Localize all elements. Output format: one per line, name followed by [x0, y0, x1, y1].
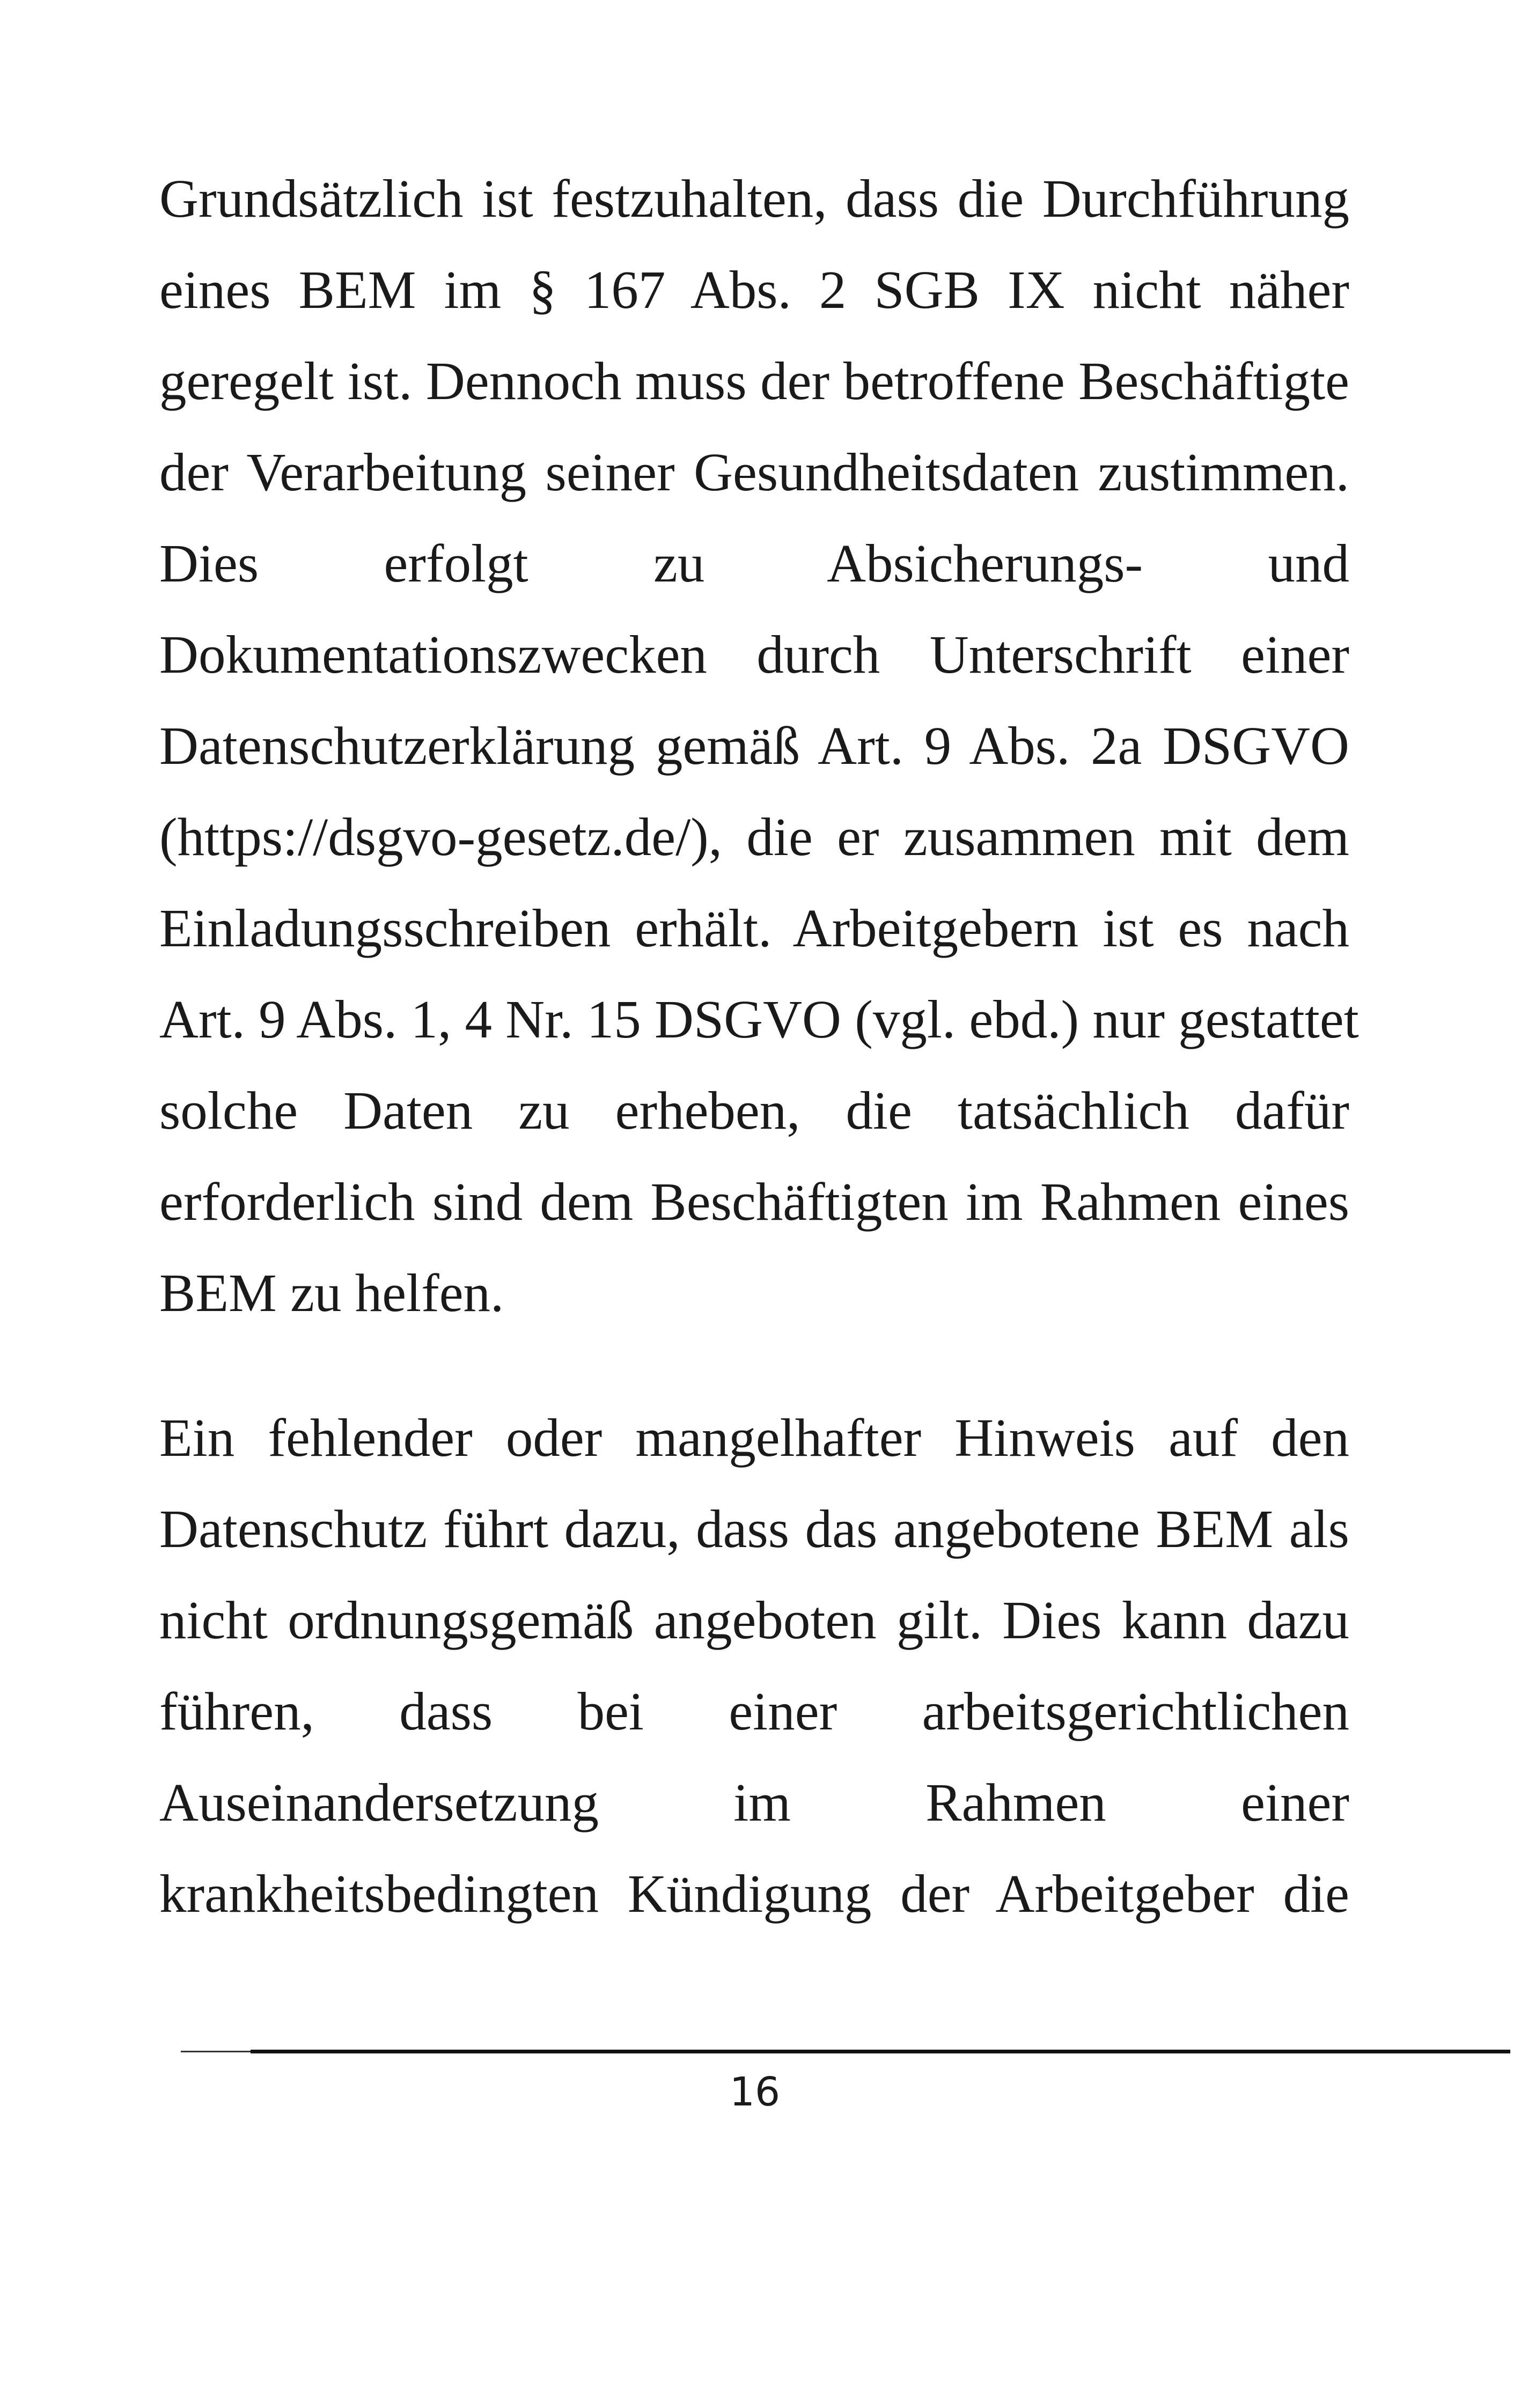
footer-divider-thin [181, 2051, 251, 2052]
text-line: Datenschutz führt dazu, dass das angebotene BEM als [159, 1499, 1349, 1559]
text-line: Dies erfolgt zu Absicherungs- und [159, 533, 1349, 593]
text-line: Ein fehlender oder mangelhafter Hinweis auf den [159, 1408, 1349, 1468]
text-line: eines BEM im § 167 Abs. 2 SGB IX nicht näher [159, 260, 1349, 320]
text-line: Datenschutzerklärung gemäß Art. 9 Abs. 2a DSGVO [159, 716, 1349, 776]
footer-divider-thick [251, 2050, 1510, 2053]
text-line: BEM zu helfen. [159, 1263, 504, 1323]
text-line: Art. 9 Abs. 1, 4 Nr. 15 DSGVO (vgl. ebd.) nur gestattet [159, 989, 1359, 1049]
text-line: erforderlich sind dem Beschäftigten im Rahmen eines [159, 1172, 1349, 1232]
text-line: geregelt ist. Dennoch muss der betroffene Beschäftigte [159, 351, 1349, 411]
text-line: (https://dsgvo-gesetz.de/), die er zusammen mit dem [159, 807, 1349, 867]
text-line: Dokumentationszwecken durch Unterschrift einer [159, 624, 1349, 684]
text-line: solche Daten zu erheben, die tatsächlich dafür [159, 1080, 1349, 1140]
text-line: führen, dass bei einer arbeitsgerichtlichen [159, 1681, 1349, 1741]
text-line: Einladungsschreiben erhält. Arbeitgebern ist es nach [159, 898, 1349, 958]
text-line: Grundsätzlich ist festzuhalten, dass die Durchführung [159, 168, 1349, 229]
text-line: Auseinandersetzung im Rahmen einer [159, 1772, 1349, 1832]
text-line: der Verarbeitung seiner Gesundheitsdaten zustimmen. [159, 442, 1349, 502]
page-number: 16 [729, 2069, 781, 2115]
text-line: krankheitsbedingten Kündigung der Arbeitgeber die [159, 1864, 1349, 1924]
text-line: nicht ordnungsgemäß angeboten gilt. Dies kann dazu [159, 1590, 1349, 1650]
